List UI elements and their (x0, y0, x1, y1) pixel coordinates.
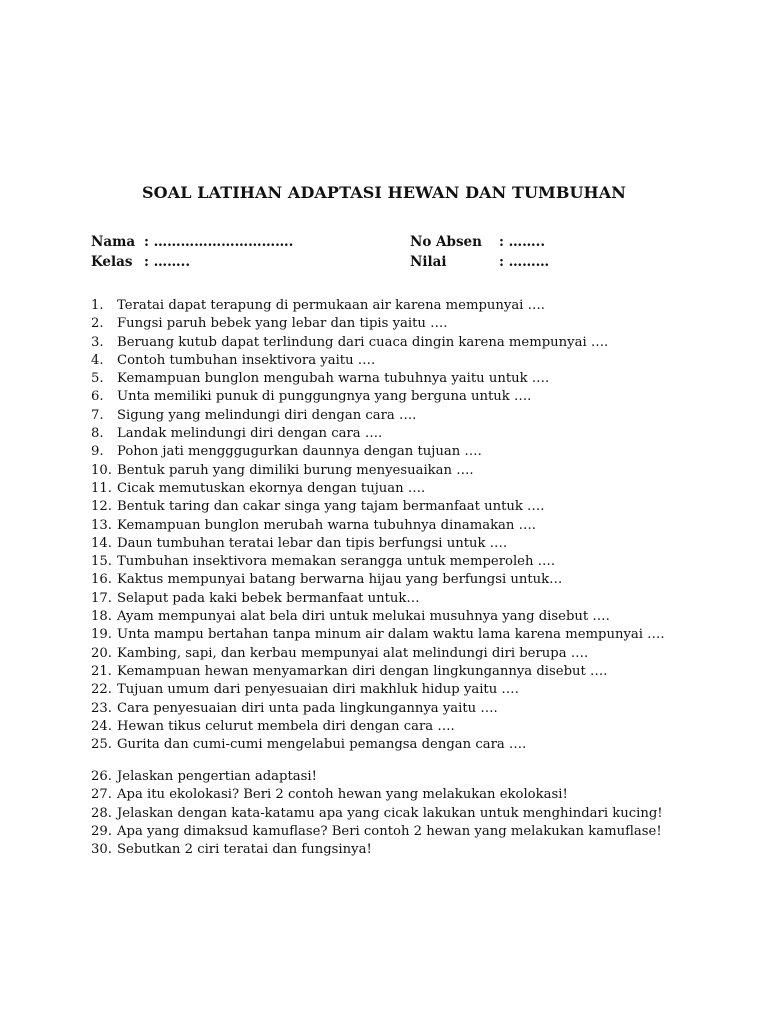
question-item (91, 681, 665, 699)
class-label: Kelas (91, 254, 133, 270)
question-number: 20. (91, 645, 112, 661)
question-item (91, 663, 665, 681)
question-number: 15. (91, 554, 112, 570)
question-number: 7. (91, 407, 104, 423)
question-item (91, 571, 665, 589)
question-text: Landak melindungi diri dengan cara …. (117, 426, 383, 442)
question-number: 30. (91, 842, 112, 858)
name-field: : …………………………. (144, 234, 294, 250)
question-item (91, 407, 665, 425)
question-text: Sigung yang melindungi diri dengan cara …. (117, 407, 417, 423)
student-info-right (410, 232, 549, 272)
question-item (91, 388, 665, 406)
student-info-left (91, 232, 293, 272)
question-text: Apa itu ekolokasi? Beri 2 contoh hewan yang melakukan ekolokasi! (117, 787, 568, 803)
question-text: Jelaskan dengan kata-katamu apa yang cicak lakukan untuk menghindari kucing! (117, 805, 663, 821)
question-number: 8. (91, 426, 104, 442)
question-number: 25. (91, 737, 112, 753)
question-item (91, 480, 665, 498)
name-row (91, 232, 293, 252)
question-item (91, 498, 665, 516)
question-number: 29. (91, 823, 112, 839)
question-text: Teratai dapat terapung di permukaan air karena mempunyai …. (117, 298, 545, 313)
question-text: Cara penyesuaian diri unta pada lingkungannya yaitu …. (117, 700, 498, 716)
question-number: 22. (91, 682, 112, 698)
question-text: Ayam mempunyai alat bela diri untuk melukai musuhnya yang disebut …. (117, 609, 610, 625)
class-row (91, 252, 293, 272)
question-item (91, 823, 663, 841)
question-text: Fungsi paruh bebek yang lebar dan tipis yaitu …. (117, 316, 448, 332)
question-number: 17. (91, 590, 112, 606)
absen-label: No Absen (410, 234, 482, 250)
question-number: 2. (91, 316, 104, 332)
question-text: Kemampuan bunglon merubah warna tubuhnya dinamakan …. (117, 517, 536, 533)
question-item (91, 768, 663, 786)
question-list-part1 (91, 297, 665, 754)
question-text: Sebutkan 2 ciri teratai dan fungsinya! (117, 842, 372, 858)
question-item (91, 736, 665, 754)
nilai-field: : ……… (499, 254, 550, 270)
question-number: 16. (91, 572, 112, 588)
question-text: Kambing, sapi, dan kerbau mempunyai alat melindungi diri berupa …. (117, 645, 589, 661)
question-text: Jelaskan pengertian adaptasi! (117, 769, 317, 784)
question-text: Selaput pada kaki bebek bermanfaat untuk… (117, 590, 420, 606)
question-item (91, 334, 665, 352)
question-item (91, 352, 665, 370)
question-item (91, 553, 665, 571)
question-text: Beruang kutub dapat terlindung dari cuaca dingin karena mempunyai …. (117, 334, 609, 350)
nilai-row (410, 252, 549, 272)
question-item (91, 841, 663, 859)
absen-row (410, 232, 549, 252)
question-item (91, 443, 665, 461)
absen-field: : …….. (499, 234, 546, 250)
question-number: 19. (91, 627, 112, 643)
page-title: SOAL LATIHAN ADAPTASI HEWAN DAN TUMBUHAN (142, 183, 626, 202)
question-number: 9. (91, 444, 104, 460)
question-item (91, 462, 665, 480)
question-list-part2 (91, 768, 663, 859)
question-text: Contoh tumbuhan insektivora yaitu …. (117, 352, 376, 368)
question-number: 6. (91, 389, 104, 405)
question-item (91, 590, 665, 608)
question-item (91, 608, 665, 626)
question-number: 4. (91, 352, 104, 368)
question-text: Apa yang dimaksud kamuflase? Beri contoh 2 hewan yang melakukan kamuflase! (117, 823, 662, 839)
question-text: Pohon jati mengggugurkan daunnya dengan tujuan …. (117, 444, 482, 460)
question-number: 23. (91, 700, 112, 716)
question-item (91, 297, 665, 315)
question-item (91, 425, 665, 443)
question-number: 5. (91, 371, 104, 387)
question-number: 14. (91, 535, 112, 551)
class-field: : …….. (144, 254, 191, 270)
question-number: 10. (91, 462, 112, 478)
question-text: Daun tumbuhan teratai lebar dan tipis berfungsi untuk …. (117, 535, 508, 551)
question-item (91, 517, 665, 535)
question-text: Gurita dan cumi-cumi mengelabui pemangsa dengan cara …. (117, 737, 527, 753)
question-number: 18. (91, 609, 112, 625)
question-item (91, 805, 663, 823)
question-item (91, 645, 665, 663)
question-number: 26. (91, 769, 112, 784)
question-number: 27. (91, 787, 112, 803)
question-item (91, 535, 665, 553)
question-number: 11. (91, 480, 112, 496)
question-text: Bentuk taring dan cakar singa yang tajam bermanfaat untuk …. (117, 499, 545, 515)
question-number: 21. (91, 663, 112, 679)
question-text: Bentuk paruh yang dimiliki burung menyesuaikan …. (117, 462, 474, 478)
question-item (91, 626, 665, 644)
question-text: Cicak memutuskan ekornya dengan tujuan …. (117, 480, 426, 496)
question-number: 3. (91, 334, 104, 350)
question-item (91, 718, 665, 736)
question-text: Hewan tikus celurut membela diri dengan cara …. (117, 718, 455, 734)
question-item (91, 315, 665, 333)
nilai-label: Nilai (410, 254, 447, 270)
question-item (91, 370, 665, 388)
question-text: Kemampuan bunglon mengubah warna tubuhnya yaitu untuk …. (117, 371, 550, 387)
question-item (91, 700, 665, 718)
question-item (91, 786, 663, 804)
question-number: 12. (91, 499, 112, 515)
question-text: Kaktus mempunyai batang berwarna hijau yang berfungsi untuk… (117, 572, 563, 588)
question-text: Unta memiliki punuk di punggungnya yang berguna untuk …. (117, 389, 532, 405)
name-label: Nama (91, 234, 136, 250)
question-number: 24. (91, 718, 112, 734)
question-text: Unta mampu bertahan tanpa minum air dalam waktu lama karena mempunyai …. (117, 627, 665, 643)
question-number: 28. (91, 805, 112, 821)
question-text: Kemampuan hewan menyamarkan diri dengan lingkungannya disebut …. (117, 663, 608, 679)
question-text: Tujuan umum dari penyesuaian diri makhluk hidup yaitu …. (117, 682, 519, 698)
question-number: 13. (91, 517, 112, 533)
question-text: Tumbuhan insektivora memakan serangga untuk memperoleh …. (117, 554, 556, 570)
question-number: 1. (91, 298, 104, 313)
